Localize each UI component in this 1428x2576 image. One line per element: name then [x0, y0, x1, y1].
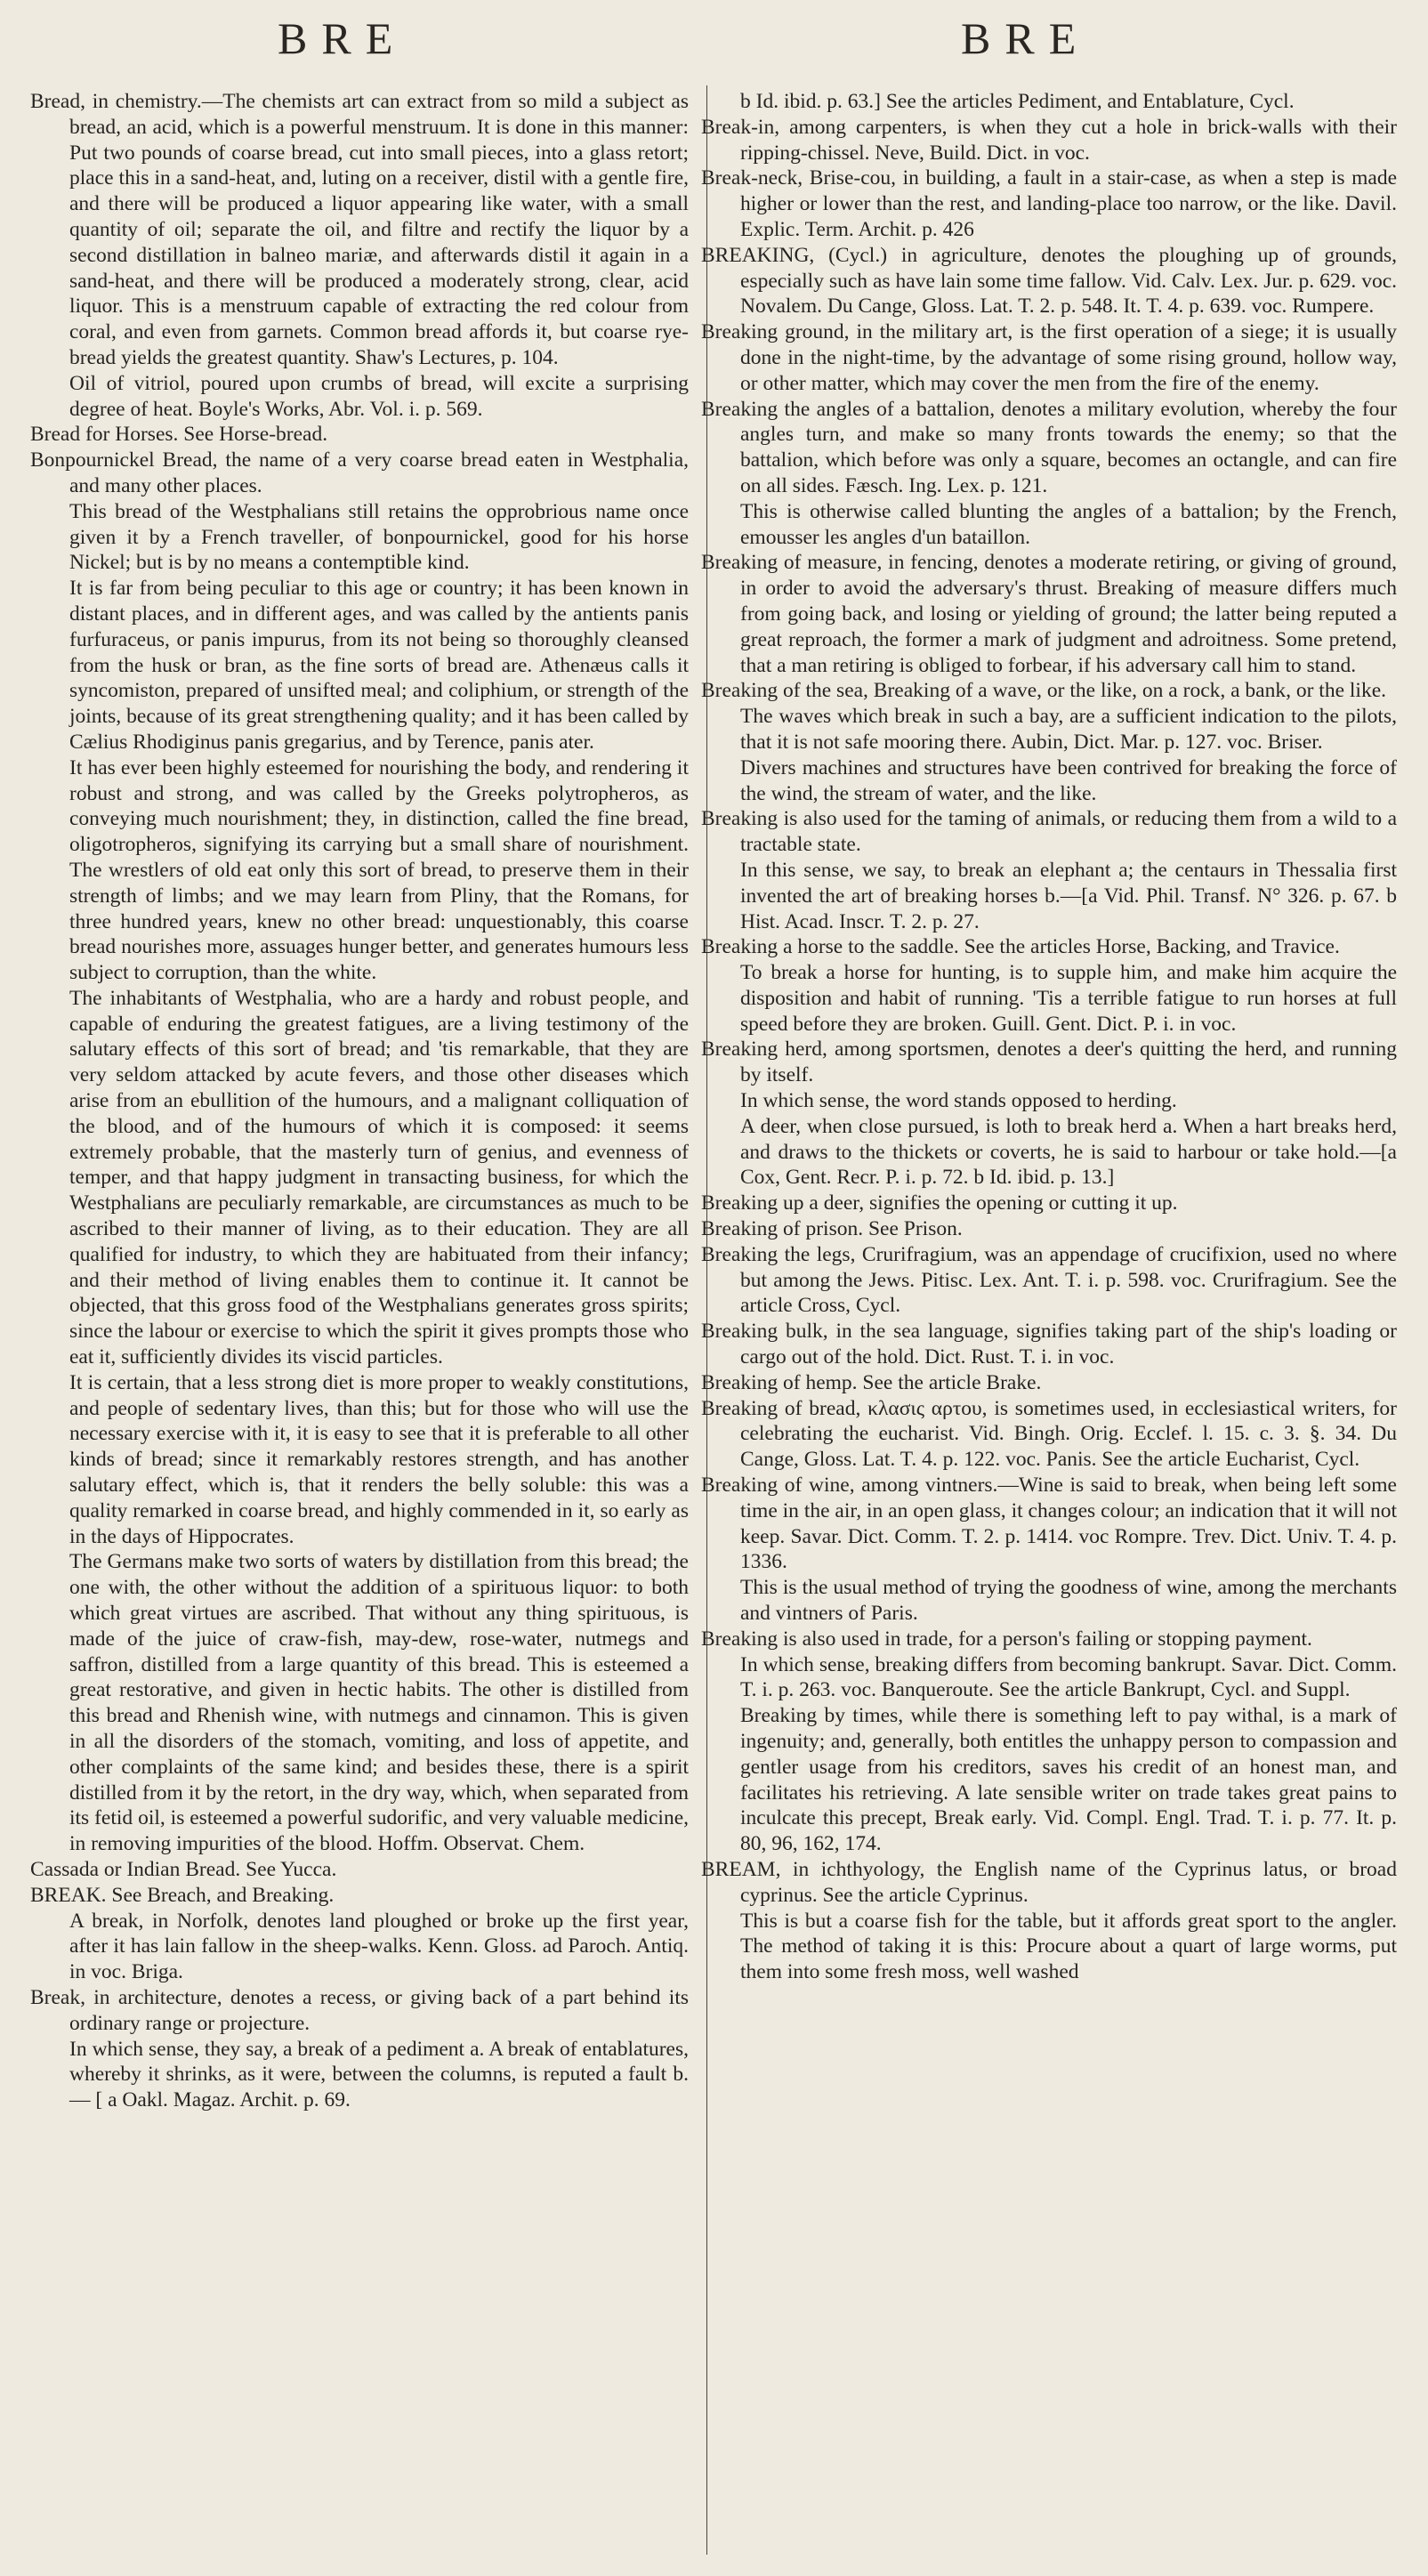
entry-paragraph: This is but a coarse fish for the table, but it affords great sport to the angler. The method of taking it is this: Procure about a quart of large worms, put them into some fresh moss, well washed — [740, 1909, 1397, 1984]
running-head-right: BRE — [961, 13, 1091, 63]
dictionary-entry: Cassada or Indian Bread. See Yucca. — [30, 1857, 337, 1881]
dictionary-entry: Bread for Horses. See Horse-bread. — [30, 423, 328, 447]
entry-paragraph: It is certain, that a less strong diet is more proper to weakly constitutions, and people of sedentary lives, than this; but for those who will use the necessary exercise with it, it is easy to see that it is preferable to all other kinds of bread; since it remarkably restores strength, and has another salutary effect, which is, that it renders the belly soluble: this was a quality remarked in coarse bread, and highly commended in it, so early as in the days of Hippocrates. — [69, 1370, 689, 1548]
dictionary-entry: Breaking of bread, κλασις αρτου, is sometimes used, in ecclesiastical writers, for celebrating the eucharist. Vid. Bingh. Orig. Ecclef. l. 15. c. 3. §. 34. Du Cange, Gloss. Lat. T. 4. p. 122. voc. Panis. See the article Eucharist, Cycl. — [701, 1396, 1397, 1472]
running-head-left: BRE — [278, 13, 407, 63]
entry-paragraph: In which sense, the word stands opposed to herding. — [740, 1089, 1177, 1113]
dictionary-entry: Breaking of the sea, Breaking of a wave, or the like, on a rock, a bank, or the like. — [701, 679, 1387, 703]
entry-paragraph: Divers machines and structures have been contrived for breaking the force of the wind, the stream of water, and the like. — [740, 755, 1397, 805]
dictionary-entry: Breaking the legs, Crurifragium, was an appendage of crucifixion, used no where but among the Jews. Pitisc. Lex. Ant. T. i. p. 598. voc. Crurifragium. See the article Cross, Cycl. — [701, 1242, 1397, 1318]
dictionary-entry: BREAKING, (Cycl.) in agriculture, denotes the ploughing up of grounds, especially such as have lain some time fallow. Vid. Calv. Lex. Jur. p. 629. voc. Novalem. Du Cange, Gloss. Lat. T. 2. p. 548. It. T. 4. p. 639. voc. Rumpere. — [701, 243, 1397, 319]
dictionary-entry: BREAK. See Breach, and Breaking. — [30, 1883, 335, 1907]
entry-paragraph: To break a horse for hunting, is to supple him, and make him acquire the disposition and habit of running. 'Tis a terrible fatigue to run horses at full speed before they are broken. Guill. Gent. Dict. P. i. in voc. — [740, 961, 1397, 1036]
entry-paragraph: A break, in Norfolk, denotes land ploughed or broke up the first year, after it has lain fallow in the sheep-walks. Kenn. Gloss. ad Paroch. Antiq. in voc. Briga. — [69, 1909, 689, 1984]
entry-paragraph: Oil of vitriol, poured upon crumbs of bread, will excite a surprising degree of heat. Boyle's Works, Abr. Vol. i. p. 569. — [69, 371, 689, 421]
entry-paragraph: Breaking by times, while there is something left to pay withal, is a mark of ingenuity; and, generally, both entitles the unhappy person to compassion and gentler usage from his creditors, saves his credit of an honest man, and facilitates his retrieving. A late sensible writer on trade takes great pains to inculcate this precept, Break early. Vid. Compl. Engl. Trad. T. i. p. 77. It. p. 80, 96, 162, 174. — [740, 1704, 1397, 1856]
dictionary-entry: Breaking the angles of a battalion, denotes a military evolution, whereby the four angles turn, and make so many fronts towards the enemy; so that the battalion, which before was only a square, becomes an octangle, and can fire on all sides. Fæsch. Ing. Lex. p. 121. — [701, 397, 1397, 497]
dictionary-entry: Breaking is also used in trade, for a person's failing or stopping payment. — [701, 1627, 1312, 1651]
dictionary-entry: Breaking ground, in the military art, is the first operation of a siege; it is usually done in the night-time, by the advantage of some rising ground, hollow way, or other matter, which may cover the men from the fire of the enemy. — [701, 320, 1397, 395]
dictionary-entry: Bonpournickel Bread, the name of a very coarse bread eaten in Westphalia, and many other places. — [30, 448, 689, 497]
right-column — [701, 89, 1397, 1985]
entry-paragraph: This is otherwise called blunting the angles of a battalion; by the French, emousser les angles d'un bataillon. — [740, 499, 1397, 549]
dictionary-entry: Breaking bulk, in the sea language, signifies taking part of the ship's loading or cargo out of the hold. Dict. Rust. T. i. in voc. — [701, 1320, 1397, 1369]
dictionary-entry: Breaking a horse to the saddle. See the articles Horse, Backing, and Travice. — [701, 935, 1340, 959]
dictionary-entry: Breaking of prison. See Prison. — [701, 1217, 963, 1241]
entry-paragraph: It has ever been highly esteemed for nourishing the body, and rendering it robust and strong, and was called by the Greeks polytropheros, as conveying much nourishment; they, in distinction, called the fine bread, oligotropheros, signifying its carrying but a small share of nourishment. The wrestlers of old eat only this sort of bread, to preserve them in their strength of limbs; and we may learn from Pliny, that the Romans, for three hundred years, knew no other bread: unquestionably, this coarse bread nourishes more, assuages hunger better, and generates humours less subject to corruption, than the white. — [69, 755, 689, 985]
entry-paragraph: This is the usual method of trying the goodness of wine, among the merchants and vintners of Paris. — [740, 1576, 1397, 1626]
dictionary-entry: Break, in architecture, denotes a recess, or giving back of a part behind its ordinary range or projecture. — [30, 1985, 689, 2035]
dictionary-entry: Breaking of wine, among vintners.—Wine is said to break, when being left some time in the air, in an open glass, it changes colour; an indication that it will not keep. Savar. Dict. Comm. T. 2. p. 1414. voc Rompre. Trev. Dict. Univ. T. 4. p. 1336. — [701, 1474, 1397, 1574]
left-column — [30, 89, 689, 2113]
entry-paragraph: In this sense, we say, to break an elephant a; the centaurs in Thessalia first invented the art of breaking horses b.—[a Vid. Phil. Transf. N° 326. p. 67. b Hist. Acad. Inscr. T. 2. p. 27. — [740, 858, 1397, 933]
entry-paragraph: In which sense, they say, a break of a pediment a. A break of entablatures, whereby it shrinks, as it were, between the columns, is reputed a fault b. — [ a Oakl. Magaz. Archit. p. 69. — [69, 2037, 689, 2112]
entry-paragraph: The waves which break in such a bay, are a sufficient indication to the pilots, that it is not safe mooring there. Aubin, Dict. Mar. p. 127. voc. Briser. — [740, 705, 1397, 754]
entry-paragraph: This bread of the Westphalians still retains the opprobrious name once given it by a French traveller, of bonpournickel, good for his horse Nickel; but is by no means a contemptible kind. — [69, 499, 689, 575]
entry-paragraph: The inhabitants of Westphalia, who are a hardy and robust people, and capable of enduring the greatest fatigues, are a living testimony of the salutary effects of this sort of bread; and 'tis remarkable, that they are very seldom attacked by acute fevers, and those other diseases which arise from an ebullition of the humours, and a malignant colliquation of the blood, and of the humours of which it is composed: it seems extremely probable, that the masterly turn of genius, and evenness of temper, and that happy judgment in transacting business, for which the Westphalians are peculiarly remarkable, are circumstances as much to be ascribed to their manner of living, as to their education. They are all qualified for industry, to which they are habituated from their infancy; and their method of living enables them to continue it. It cannot be objected, that this gross food of the Westphalians generates gross spirits; since the labour or exercise to which the spirit it gives prompts those who eat it, sufficiently divides its viscid particles. — [69, 986, 689, 1369]
dictionary-entry: Breaking of hemp. See the article Brake. — [701, 1370, 1042, 1394]
dictionary-entry: Breaking up a deer, signifies the opening or cutting it up. — [701, 1191, 1178, 1215]
dictionary-entry: Break-in, among carpenters, is when they cut a hole in brick-walls with their ripping-chissel. Neve, Build. Dict. in voc. — [701, 115, 1397, 165]
dictionary-entry: Break-neck, Brise-cou, in building, a fault in a stair-case, as when a step is made higher or lower than the rest, and landing-place too narrow, or the like. Davil. Explic. Term. Archit. p. 426 — [701, 166, 1397, 241]
dictionary-entry: Breaking of measure, in fencing, denotes a moderate retiring, or giving of ground, in order to avoid the adversary's thrust. Breaking of measure differs much from going back, and losing or yielding of ground; the latter being reputed a great reproach, the former a mark of judgment and adroitness. Some pretend, that a man retiring is obliged to forbear, if his adversary call him to stand. — [701, 551, 1397, 677]
entry-paragraph: In which sense, breaking differs from becoming bankrupt. Savar. Dict. Comm. T. i. p. 263. voc. Banqueroute. See the article Bankrupt, Cycl. and Suppl. — [740, 1652, 1397, 1702]
entry-paragraph: The Germans make two sorts of waters by distillation from this bread; the one with, the other without the addition of a spirituous liquor: to both which great virtues are ascribed. That without any thing spirituous, is made of the juice of craw-fish, may-dew, rose-water, nutmegs and saffron, distilled from a large quantity of this bread. This is esteemed a great restorative, and given in hectic habits. The other is distilled from this bread and Rhenish wine, with nutmegs and cinnamon. This is given in all the disorders of the stomach, vomiting, and loss of appetite, and other complaints of the same kind; and besides these, there is a spirit distilled from it by the retort, in the dry way, which, when separated from its fetid oil, is esteemed a powerful sudorific, and very valuable medicine, in removing impurities of the blood. Hoffm. Observat. Chem. — [69, 1550, 689, 1856]
dictionary-entry: BREAM, in ichthyology, the English name of the Cyprinus latus, or broad cyprinus. See the article Cyprinus. — [701, 1857, 1397, 1907]
entry-paragraph: b Id. ibid. p. 63.] See the articles Pediment, and Entablature, Cycl. — [740, 90, 1295, 113]
entry-paragraph: It is far from being peculiar to this age or country; it has been known in distant places, and in different ages, and was called by the antients panis furfuraceus, or panis impurus, from its not being so thoroughly cleansed from the husk or bran, as the fine sorts of bread are. Athenæus calls it syncomiston, prepared of unsifted meal; and coliphium, or strength of the joints, because of its great strengthening quality; and it has been called by Cælius Rhodiginus panis gregarius, and by Terence, panis ater. — [69, 577, 689, 754]
dictionary-entry: Breaking is also used for the taming of animals, or reducing them from a wild to a tractable state. — [701, 807, 1397, 857]
dictionary-entry: Bread, in chemistry.—The chemists art can extract from so mild a subject as bread, an acid, which is a powerful menstruum. It is done in this manner: Put two pounds of coarse bread, cut into small pieces, into a glass retort; place this in a sand-heat, and, luting on a receiver, distil with a gentle fire, and there will be produced a liquor appearing like water, with a small quantity of oil; separate the oil, and filtre and rectify the liquor by a second distillation in balneo mariæ, and afterwards distil it again in a sand-heat, and there will be produced a moderately strong, clear, acid liquor. This is a menstruum capable of extracting the red colour from coral, and even from garnets. Common bread affords it, but coarse rye-bread yields the greatest quantity. Shaw's Lectures, p. 104. — [30, 90, 689, 369]
dictionary-entry: Breaking herd, among sportsmen, denotes a deer's quitting the herd, and running by itself. — [701, 1038, 1397, 1087]
entry-paragraph: A deer, when close pursued, is loth to break herd a. When a hart breaks herd, and draws to the thickets or coverts, he is said to harbour or take hold.—[a Cox, Gent. Recr. P. i. p. 72. b Id. ibid. p. 13.] — [740, 1114, 1397, 1190]
